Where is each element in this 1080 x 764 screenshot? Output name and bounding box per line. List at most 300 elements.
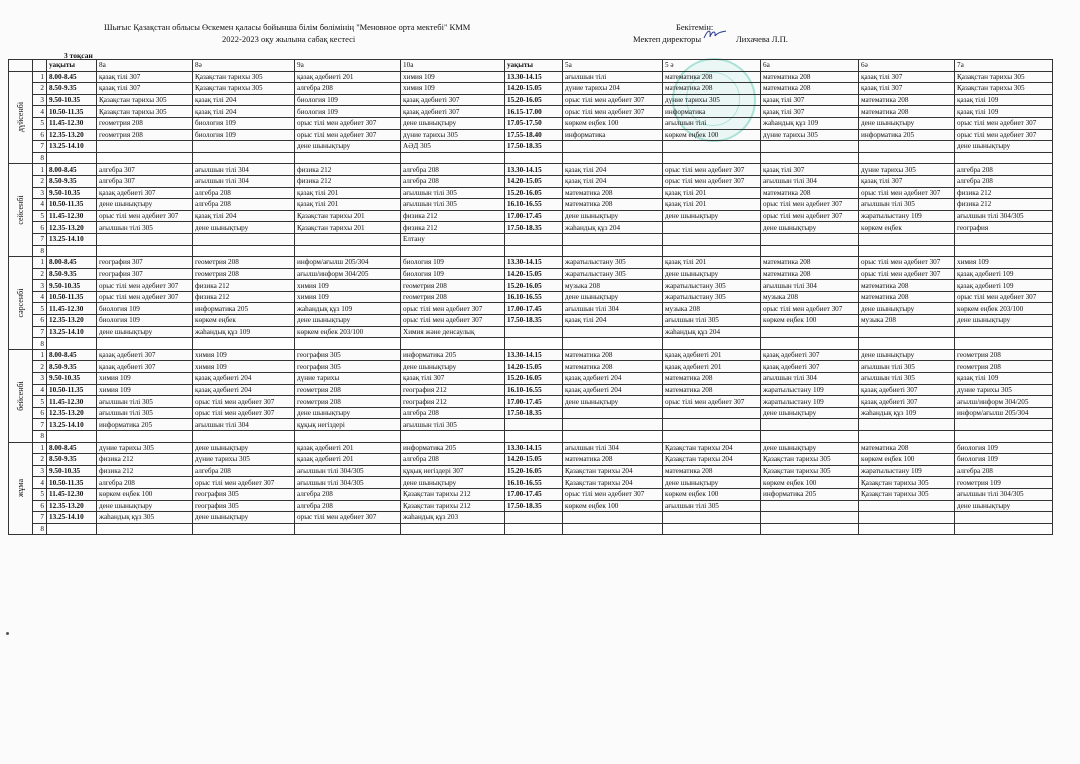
subject-cell: алгебра 208 <box>401 407 505 419</box>
subject-cell: Қазақстан тарихы 305 <box>955 83 1053 95</box>
subject-cell: ағылшын тілі 304 <box>193 164 295 176</box>
subject-cell: дүние тарихы 305 <box>97 442 193 454</box>
director-label: Мектеп директоры <box>633 34 702 44</box>
subject-cell: математика 208 <box>859 442 955 454</box>
subject-cell: орыс тілі мен әдебиет 307 <box>193 407 295 419</box>
subject-cell: музыка 208 <box>663 303 761 315</box>
subject-cell <box>295 338 401 350</box>
subject-cell <box>563 512 663 524</box>
subject-cell <box>955 523 1053 535</box>
lesson-number: 6 <box>33 129 47 141</box>
subject-cell: дүние тарихы 305 <box>401 129 505 141</box>
lesson-row <box>9 129 1053 141</box>
subject-cell: математика 208 <box>663 384 761 396</box>
subject-cell: дене шынықтыру <box>97 199 193 211</box>
subject-cell: математика 208 <box>563 361 663 373</box>
subject-cell <box>193 431 295 443</box>
subject-cell: алгебра 208 <box>193 199 295 211</box>
time-cell <box>505 245 563 257</box>
subject-cell: орыс тілі мен әдебиет 307 <box>563 106 663 118</box>
subject-cell: география 307 <box>97 268 193 280</box>
time-cell: 16.10-16.55 <box>505 291 563 303</box>
time-cell: 14.20-15.05 <box>505 83 563 95</box>
subject-cell: орыс тілі мен әдебиет 307 <box>97 210 193 222</box>
signature <box>702 28 728 40</box>
subject-cell: география 212 <box>401 384 505 396</box>
time-cell: 13.25-14.10 <box>47 141 97 153</box>
subject-cell: информ/ағылш 205/304 <box>295 257 401 269</box>
subject-cell: көркем еңбек 100 <box>859 454 955 466</box>
subject-cell: ағылшын тілі 304 <box>761 373 859 385</box>
subject-cell <box>193 141 295 153</box>
subject-cell: дене шынықтыру <box>663 477 761 489</box>
subject-cell: көркем еңбек 203/100 <box>295 326 401 338</box>
time-cell: 10.50-11.35 <box>47 199 97 211</box>
subject-cell: қазақ әдебиеті 204 <box>193 384 295 396</box>
time-cell: 11.45-12.30 <box>47 488 97 500</box>
subject-cell: математика 208 <box>761 257 859 269</box>
subject-cell: қазақ тілі 307 <box>859 71 955 83</box>
column-header: 8а <box>97 60 193 72</box>
subject-cell: геометрия 208 <box>295 396 401 408</box>
subject-cell <box>663 245 761 257</box>
lesson-number: 7 <box>33 512 47 524</box>
lesson-number: 5 <box>33 303 47 315</box>
subject-cell: алгебра 208 <box>955 175 1053 187</box>
time-cell: 15.20-16.05 <box>505 94 563 106</box>
subject-cell: жаратылыстану 109 <box>761 384 859 396</box>
subject-cell <box>761 338 859 350</box>
lesson-number: 5 <box>33 117 47 129</box>
subject-cell: математика 208 <box>859 94 955 106</box>
subject-cell: музыка 208 <box>563 280 663 292</box>
subject-cell: қазақ тілі 201 <box>663 199 761 211</box>
subject-cell: ағылшын тілі 305 <box>859 373 955 385</box>
subject-cell: геометрия 208 <box>401 291 505 303</box>
subject-cell <box>295 245 401 257</box>
subject-cell: дүние тарихы 305 <box>761 129 859 141</box>
lesson-row <box>9 187 1053 199</box>
subject-cell: дене шынықтыру <box>97 500 193 512</box>
subject-cell: география 305 <box>295 361 401 373</box>
subject-cell: география 305 <box>295 349 401 361</box>
lesson-row <box>9 83 1053 95</box>
lesson-number: 8 <box>33 338 47 350</box>
subject-cell: ағылшын тілі 305 <box>859 361 955 373</box>
lesson-row <box>9 268 1053 280</box>
subject-cell: Қазақстан тарихы 201 <box>295 222 401 234</box>
time-cell: 9.50-10.35 <box>47 465 97 477</box>
subject-cell: информатика 205 <box>761 488 859 500</box>
subject-cell: дене шынықтыру <box>295 407 401 419</box>
subject-cell: ағылшын тілі 305 <box>663 500 761 512</box>
subject-cell <box>97 338 193 350</box>
subject-cell: жаратылыстану 109 <box>859 210 955 222</box>
subject-cell: Қазақстан тарихы 305 <box>97 106 193 118</box>
subject-cell <box>761 431 859 443</box>
time-cell: 13.30-14.15 <box>505 442 563 454</box>
subject-cell: орыс тілі мен әдебиет 307 <box>761 199 859 211</box>
subject-cell: көркем еңбек 100 <box>761 477 859 489</box>
subject-cell: дене шынықтыру <box>193 222 295 234</box>
lesson-row <box>9 257 1053 269</box>
subject-cell: қазақ әдебиеті 109 <box>955 268 1053 280</box>
lesson-number: 7 <box>33 419 47 431</box>
lesson-number: 2 <box>33 83 47 95</box>
subject-cell: Қазақстан тарихы 305 <box>761 454 859 466</box>
lesson-row <box>9 210 1053 222</box>
subject-cell: жаһандық құз 203 <box>401 512 505 524</box>
time-cell <box>505 523 563 535</box>
subject-cell: көркем еңбек 100 <box>663 129 761 141</box>
subject-cell: информ/ағылш 205/304 <box>955 407 1053 419</box>
subject-cell: қазақ әдебиеті 201 <box>663 349 761 361</box>
subject-cell: ағылшын тілі 304 <box>761 175 859 187</box>
time-cell: 10.50-11.35 <box>47 477 97 489</box>
subject-cell <box>663 419 761 431</box>
subject-cell <box>761 245 859 257</box>
subject-cell: орыс тілі мен әдебиет 307 <box>295 117 401 129</box>
subject-cell <box>97 523 193 535</box>
subject-cell: математика 208 <box>663 83 761 95</box>
time-cell: 8.00-8.45 <box>47 164 97 176</box>
corner-cell <box>33 60 47 72</box>
subject-cell: жаратылыстану 305 <box>663 291 761 303</box>
subject-cell: құқық негіздері 307 <box>401 465 505 477</box>
subject-cell: биология 109 <box>193 117 295 129</box>
column-header: 8ә <box>193 60 295 72</box>
subject-cell <box>859 500 955 512</box>
time-cell: 12.35-13.20 <box>47 315 97 327</box>
column-header: 5 ә <box>663 60 761 72</box>
subject-cell: ағылш/информ 304/205 <box>295 268 401 280</box>
subject-cell: химия 109 <box>193 349 295 361</box>
subject-cell: құқық негіздері <box>295 419 401 431</box>
subject-cell: қазақ тілі 307 <box>859 83 955 95</box>
subject-cell: қазақ әдебиеті 204 <box>563 384 663 396</box>
subject-cell: Қазақстан тарихы 204 <box>563 477 663 489</box>
lesson-number: 4 <box>33 106 47 118</box>
time-cell <box>505 326 563 338</box>
subject-cell: орыс тілі мен әдебиет 307 <box>97 280 193 292</box>
subject-cell: биология 109 <box>401 268 505 280</box>
time-cell: 11.45-12.30 <box>47 210 97 222</box>
subject-cell: жаратылыстану 109 <box>761 396 859 408</box>
time-cell: 11.45-12.30 <box>47 396 97 408</box>
subject-cell: математика 208 <box>563 187 663 199</box>
subject-cell: геометрия 208 <box>193 268 295 280</box>
lesson-number: 5 <box>33 488 47 500</box>
subject-cell: математика 208 <box>859 291 955 303</box>
subject-cell: дене шынықтыру <box>761 222 859 234</box>
subject-cell: қазақ тілі 204 <box>563 175 663 187</box>
lesson-row <box>9 454 1053 466</box>
subject-cell: физика 212 <box>955 199 1053 211</box>
subject-cell <box>663 222 761 234</box>
subject-cell: музыка 208 <box>859 315 955 327</box>
subject-cell: дене шынықтыру <box>563 291 663 303</box>
lesson-number: 7 <box>33 141 47 153</box>
subject-cell: дүние тарихы 305 <box>859 164 955 176</box>
subject-cell: қазақ тілі 307 <box>761 164 859 176</box>
subject-cell <box>955 245 1053 257</box>
subject-cell <box>563 523 663 535</box>
lesson-row <box>9 431 1053 443</box>
lesson-number: 6 <box>33 407 47 419</box>
subject-cell: қазақ әдебиеті 307 <box>401 94 505 106</box>
lesson-number: 5 <box>33 210 47 222</box>
lesson-number: 2 <box>33 268 47 280</box>
subject-cell: физика 212 <box>955 187 1053 199</box>
subject-cell: қазақ тілі 109 <box>955 106 1053 118</box>
time-cell: 17.55-18.40 <box>505 129 563 141</box>
subject-cell: дүние тарихы <box>295 373 401 385</box>
subject-cell <box>193 245 295 257</box>
subject-cell: ағылшын тілі <box>563 71 663 83</box>
lesson-row <box>9 199 1053 211</box>
time-cell: 8.00-8.45 <box>47 257 97 269</box>
subject-cell <box>295 233 401 245</box>
lesson-number: 2 <box>33 361 47 373</box>
lesson-row <box>9 315 1053 327</box>
lesson-number: 1 <box>33 442 47 454</box>
time-cell: 8.00-8.45 <box>47 442 97 454</box>
subject-cell <box>761 152 859 164</box>
subject-cell <box>563 407 663 419</box>
subject-cell: Қазақстан тарихы 204 <box>563 465 663 477</box>
subject-cell: орыс тілі мен әдебиет 307 <box>193 396 295 408</box>
lesson-row <box>9 349 1053 361</box>
subject-cell: геометрия 208 <box>97 117 193 129</box>
time-cell: 12.35-13.20 <box>47 500 97 512</box>
time-cell: 13.25-14.10 <box>47 512 97 524</box>
subject-cell: қазақ тілі 307 <box>761 94 859 106</box>
subject-cell <box>859 141 955 153</box>
subject-cell <box>563 233 663 245</box>
subject-cell: қазақ әдебиеті 307 <box>97 349 193 361</box>
subject-cell <box>955 419 1053 431</box>
lesson-row <box>9 465 1053 477</box>
column-header: 10а <box>401 60 505 72</box>
subject-cell: дене шынықтыру <box>193 512 295 524</box>
subject-cell: ағылшын тілі <box>663 117 761 129</box>
lesson-row <box>9 361 1053 373</box>
subject-cell: қазақ әдебиеті 307 <box>97 361 193 373</box>
subject-cell: ағылшын тілі 304 <box>193 419 295 431</box>
subject-cell: қазақ тілі 201 <box>663 187 761 199</box>
time-cell: 8.50-9.35 <box>47 268 97 280</box>
subject-cell: АӘД 305 <box>401 141 505 153</box>
subject-cell: орыс тілі мен әдебиет 307 <box>859 257 955 269</box>
subject-cell: орыс тілі мен әдебиет 307 <box>761 303 859 315</box>
subject-cell: математика 208 <box>663 373 761 385</box>
subject-cell: физика 212 <box>97 465 193 477</box>
time-cell <box>505 431 563 443</box>
day-name: дүйсенбі <box>15 102 25 133</box>
subject-cell: дене шынықтыру <box>859 117 955 129</box>
time-cell: 16.10-16.55 <box>505 199 563 211</box>
subject-cell <box>193 523 295 535</box>
time-cell: 8.50-9.35 <box>47 175 97 187</box>
lesson-row <box>9 407 1053 419</box>
lesson-row <box>9 222 1053 234</box>
subject-cell: қазақ тілі 201 <box>295 199 401 211</box>
subject-cell: Қазақстан тарихы 204 <box>663 454 761 466</box>
time-cell: 14.20-15.05 <box>505 175 563 187</box>
subject-cell <box>663 233 761 245</box>
time-cell: 14.20-15.05 <box>505 361 563 373</box>
lesson-row <box>9 175 1053 187</box>
subject-cell <box>955 512 1053 524</box>
subject-cell: ағылшын тілі 305 <box>401 419 505 431</box>
lesson-number: 1 <box>33 71 47 83</box>
subject-cell: геометрия 208 <box>401 280 505 292</box>
subject-cell <box>955 431 1053 443</box>
lesson-number: 4 <box>33 291 47 303</box>
subject-cell: қазақ әдебиеті 307 <box>401 106 505 118</box>
subject-cell: орыс тілі мен әдебиет 307 <box>295 129 401 141</box>
lesson-number: 6 <box>33 500 47 512</box>
subject-cell: Химия және денсаулық <box>401 326 505 338</box>
subject-cell: жаһандық құз 305 <box>97 512 193 524</box>
subject-cell <box>563 152 663 164</box>
lesson-number: 6 <box>33 222 47 234</box>
subject-cell: қазақ әдебиеті 109 <box>955 280 1053 292</box>
lesson-number: 8 <box>33 245 47 257</box>
subject-cell: биология 109 <box>193 129 295 141</box>
subject-cell: қазақ әдебиеті 307 <box>761 361 859 373</box>
subject-cell <box>193 152 295 164</box>
subject-cell <box>859 419 955 431</box>
subject-cell: химия 109 <box>193 361 295 373</box>
subject-cell <box>761 326 859 338</box>
subject-cell: алгебра 208 <box>955 164 1053 176</box>
subject-cell: математика 208 <box>859 106 955 118</box>
subject-cell: алгебра 208 <box>955 465 1053 477</box>
corner-cell <box>9 60 33 72</box>
subject-cell: дүние тарихы 305 <box>193 454 295 466</box>
subject-cell: физика 212 <box>193 291 295 303</box>
time-cell: 11.45-12.30 <box>47 117 97 129</box>
lesson-row <box>9 384 1053 396</box>
subject-cell: ағылшын тілі 305 <box>663 315 761 327</box>
subject-cell: информатика <box>663 106 761 118</box>
subject-cell: алгебра 208 <box>97 477 193 489</box>
column-header: 9а <box>295 60 401 72</box>
subject-cell <box>663 431 761 443</box>
time-cell: 16.10-16.55 <box>505 384 563 396</box>
subject-cell: геометрия 208 <box>955 361 1053 373</box>
subject-cell: алгебра 208 <box>295 500 401 512</box>
subject-cell: химия 109 <box>401 71 505 83</box>
time-cell: 8.00-8.45 <box>47 71 97 83</box>
lesson-number: 4 <box>33 199 47 211</box>
time-cell: 17.05-17.50 <box>505 117 563 129</box>
subject-cell: химия 109 <box>97 373 193 385</box>
subject-cell: ағылшын тілі 304/305 <box>955 210 1053 222</box>
subject-cell <box>859 431 955 443</box>
subject-cell <box>663 152 761 164</box>
term-label: 3 тоқсан <box>64 51 93 60</box>
subject-cell: физика 212 <box>401 210 505 222</box>
subject-cell <box>955 152 1053 164</box>
lesson-row <box>9 523 1053 535</box>
lesson-row <box>9 164 1053 176</box>
subject-cell: ағылшын тілі 305 <box>97 407 193 419</box>
subject-cell: алгебра 307 <box>97 175 193 187</box>
subject-cell <box>97 431 193 443</box>
lesson-row <box>9 117 1053 129</box>
subject-cell: математика 208 <box>761 268 859 280</box>
subject-cell <box>563 419 663 431</box>
subject-cell: дене шынықтыру <box>859 303 955 315</box>
subject-cell: ағылшын тілі 304 <box>563 442 663 454</box>
subject-cell: қазақ тілі 201 <box>295 187 401 199</box>
column-header: 6ә <box>859 60 955 72</box>
subject-cell <box>401 523 505 535</box>
subject-cell <box>859 233 955 245</box>
day-name: сәрсенбі <box>15 288 25 318</box>
subject-cell: дене шынықтыру <box>563 210 663 222</box>
subject-cell <box>563 326 663 338</box>
subject-cell: алгебра 208 <box>295 488 401 500</box>
time-cell: 8.00-8.45 <box>47 349 97 361</box>
subject-cell: қазақ әдебиеті 201 <box>295 454 401 466</box>
subject-cell: жаһандық құз 109 <box>295 303 401 315</box>
subject-cell: дене шынықтыру <box>563 396 663 408</box>
day-name: сейсенбі <box>15 195 25 225</box>
subject-cell: дене шынықтыру <box>663 268 761 280</box>
time-cell: 9.50-10.35 <box>47 280 97 292</box>
time-cell: 8.50-9.35 <box>47 361 97 373</box>
subject-cell: қазақ әдебиеті 204 <box>563 373 663 385</box>
subject-cell <box>859 512 955 524</box>
time-cell: 15.20-16.05 <box>505 373 563 385</box>
subject-cell: жаратылыстану 305 <box>563 257 663 269</box>
subject-cell: география 307 <box>97 257 193 269</box>
time-cell <box>505 512 563 524</box>
subject-cell: математика 208 <box>563 199 663 211</box>
time-cell: 16.10-16.55 <box>505 477 563 489</box>
subject-cell: орыс тілі мен әдебиет 307 <box>295 512 401 524</box>
subject-cell: биология 109 <box>295 106 401 118</box>
subject-cell <box>955 233 1053 245</box>
time-cell <box>47 338 97 350</box>
lesson-number: 3 <box>33 187 47 199</box>
subject-cell <box>761 523 859 535</box>
subject-cell: математика 208 <box>663 465 761 477</box>
subject-cell <box>401 245 505 257</box>
subject-cell <box>663 523 761 535</box>
lesson-row <box>9 106 1053 118</box>
lesson-number: 1 <box>33 257 47 269</box>
time-cell: 8.50-9.35 <box>47 83 97 95</box>
subject-cell: дене шынықтыру <box>955 141 1053 153</box>
subject-cell: орыс тілі мен әдебиет 307 <box>955 129 1053 141</box>
lesson-row <box>9 442 1053 454</box>
subject-cell <box>859 245 955 257</box>
subject-cell: математика 208 <box>859 280 955 292</box>
subject-cell: биология 109 <box>955 454 1053 466</box>
subject-cell: музыка 208 <box>761 291 859 303</box>
subject-cell: география 305 <box>193 488 295 500</box>
subject-cell: ағылшын тілі 304 <box>563 303 663 315</box>
day-label <box>9 349 33 442</box>
subject-cell: орыс тілі мен әдебиет 307 <box>563 488 663 500</box>
subject-cell: жаһандық құз 109 <box>193 326 295 338</box>
subject-cell: Қазақстан тарихы 212 <box>401 488 505 500</box>
time-cell: 12.35-13.20 <box>47 407 97 419</box>
